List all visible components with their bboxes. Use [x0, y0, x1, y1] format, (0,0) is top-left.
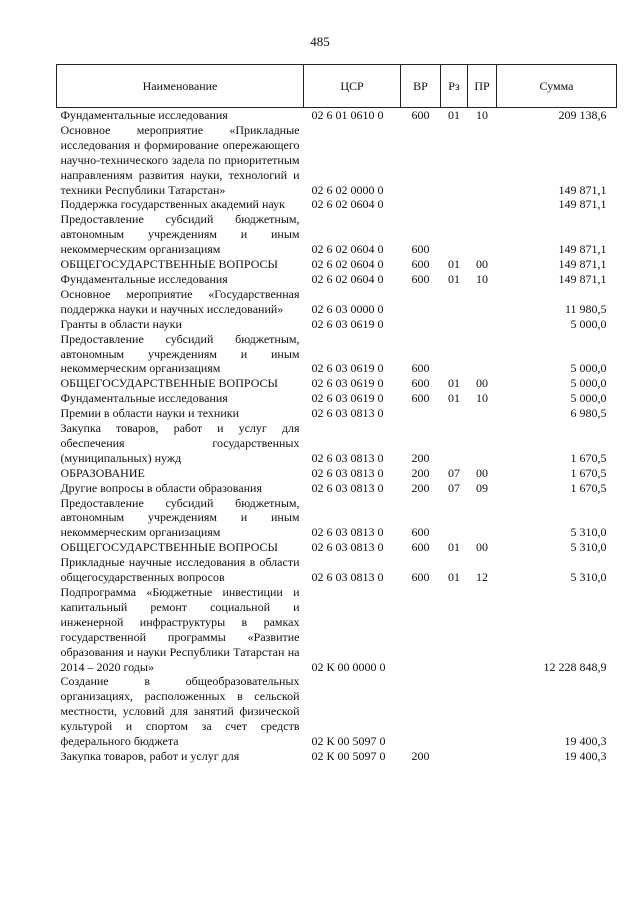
- cell-sum: 5 000,0: [570, 361, 607, 376]
- cell-name: Основное мероприятие «Прикладные исследования и формирование опережающего научно-технического задела по приоритетным направлениям развития науки, технологий и техники Республики Татарстан»: [60, 122, 300, 197]
- cell-vr: [401, 287, 441, 317]
- cell-rz: [441, 496, 468, 541]
- cell-vr: 600: [411, 540, 430, 555]
- table-row: [57, 585, 617, 674]
- cell-vr: [401, 674, 441, 749]
- cell-rz: 07: [448, 465, 460, 480]
- table-row: [57, 674, 617, 749]
- cell-csr: 02 6 03 0619 0: [311, 361, 384, 376]
- column-header-name: Наименование: [57, 65, 304, 108]
- cell-pr: 10: [476, 271, 488, 286]
- cell-rz: [441, 749, 468, 764]
- cell-csr: 02 6 03 0813 0: [311, 570, 384, 585]
- cell-csr: 02 К 00 5097 0: [311, 748, 386, 763]
- table-row: [57, 212, 617, 257]
- budget-table: [56, 64, 617, 764]
- cell-name: Закупка товаров, работ и услуг для обеспечения государственных (муниципальных) нужд: [60, 421, 300, 465]
- cell-sum: 6 980,5: [570, 406, 607, 421]
- cell-name: Гранты в области науки: [60, 316, 182, 331]
- cell-csr: 02 К 00 5097 0: [311, 734, 386, 749]
- cell-rz: 01: [448, 391, 460, 406]
- table-row: [57, 391, 617, 406]
- cell-name: Подпрограмма «Бюджетные инвестиции и капитальный ремонт социальной и инженерной инфраструктуры в рамках государственной программы «Развитие образования и науки Республики Татарстан на 2014 – 2020 годы»: [60, 585, 300, 674]
- cell-csr: 02 6 02 0604 0: [311, 242, 384, 257]
- cell-vr: 600: [411, 271, 430, 286]
- cell-sum: 5 310,0: [570, 570, 607, 585]
- column-header-pr: ПР: [468, 65, 497, 108]
- table-row: [57, 749, 617, 764]
- cell-vr: [401, 317, 441, 332]
- cell-pr: [468, 197, 497, 212]
- table-row: [57, 466, 617, 481]
- cell-vr: 600: [411, 361, 430, 376]
- cell-name: Создание в общеобразовательных организациях, расположенных в сельской местности, условий для занятий физической культурой и спортом за счет средств федерального бюджета: [60, 674, 300, 749]
- cell-rz: [441, 406, 468, 421]
- table-row: [57, 257, 617, 272]
- cell-name: ОБЩЕГОСУДАРСТВЕННЫЕ ВОПРОСЫ: [60, 257, 278, 272]
- cell-pr: 12: [476, 570, 488, 585]
- cell-vr: 600: [411, 376, 430, 391]
- cell-rz: 01: [448, 376, 460, 391]
- cell-csr: 02 6 01 0610 0: [311, 108, 384, 122]
- cell-vr: 200: [411, 450, 430, 465]
- page-number: 485: [310, 34, 330, 49]
- cell-vr: 600: [411, 570, 430, 585]
- cell-name: Предоставление субсидий бюджетным, автономным учреждениям и иным некоммерческим организациям: [60, 212, 300, 257]
- cell-vr: 200: [411, 480, 430, 495]
- cell-name: Другие вопросы в области образования: [60, 480, 262, 495]
- cell-rz: 01: [448, 570, 460, 585]
- cell-vr: [401, 123, 441, 198]
- table-row: [57, 481, 617, 496]
- cell-rz: [441, 212, 468, 257]
- cell-vr: 200: [411, 465, 430, 480]
- cell-name: Фундаментальные исследования: [60, 271, 228, 286]
- cell-csr: 02 6 03 0619 0: [311, 391, 384, 406]
- cell-sum: 149 871,1: [558, 271, 607, 286]
- column-header-sum: Сумма: [497, 65, 617, 108]
- cell-name: Предоставление субсидий бюджетным, автономным учреждениям и иным некоммерческим организациям: [60, 495, 300, 540]
- cell-pr: [468, 749, 497, 764]
- cell-vr: [401, 197, 441, 212]
- cell-sum: 12 228 848,9: [543, 659, 607, 674]
- cell-rz: 01: [448, 108, 460, 122]
- cell-pr: [468, 123, 497, 198]
- cell-vr: 600: [411, 242, 430, 257]
- cell-pr: [468, 421, 497, 466]
- table-body: [57, 108, 617, 764]
- cell-name: Основное мероприятие «Государственная поддержка науки и научных исследований»: [60, 286, 300, 316]
- cell-csr: 02 6 03 0619 0: [311, 316, 384, 331]
- table-row: [57, 555, 617, 585]
- column-header-vr: ВР: [401, 65, 441, 108]
- cell-sum: 1 670,5: [570, 480, 607, 495]
- cell-sum: 5 000,0: [570, 391, 607, 406]
- cell-vr: 600: [411, 108, 430, 122]
- cell-pr: 10: [476, 391, 488, 406]
- cell-name: Закупка товаров, работ и услуг для: [60, 748, 240, 763]
- cell-rz: 01: [448, 271, 460, 286]
- cell-csr: 02 6 02 0604 0: [311, 271, 384, 286]
- table-row: [57, 123, 617, 198]
- table-header-row: [57, 65, 617, 108]
- column-header-rz: Рз: [441, 65, 468, 108]
- cell-vr: 600: [411, 391, 430, 406]
- cell-sum: 149 871,1: [558, 242, 607, 257]
- table-row: [57, 317, 617, 332]
- cell-name: ОБЩЕГОСУДАРСТВЕННЫЕ ВОПРОСЫ: [60, 540, 278, 555]
- cell-pr: 00: [476, 376, 488, 391]
- cell-sum: 5 000,0: [570, 376, 607, 391]
- cell-pr: [468, 317, 497, 332]
- cell-csr: 02 6 02 0000 0: [311, 182, 384, 197]
- cell-sum: 19 400,3: [564, 748, 607, 763]
- cell-pr: 00: [476, 465, 488, 480]
- cell-vr: [401, 406, 441, 421]
- cell-name: Поддержка государственных академий наук: [60, 197, 285, 212]
- cell-sum: 5 310,0: [570, 525, 607, 540]
- cell-name: Прикладные научные исследования в области общегосударственных вопросов: [60, 555, 300, 585]
- cell-vr: 600: [411, 257, 430, 272]
- cell-rz: [441, 287, 468, 317]
- cell-rz: [441, 421, 468, 466]
- cell-sum: 209 138,6: [558, 108, 607, 122]
- cell-sum: 1 670,5: [570, 450, 607, 465]
- cell-csr: 02 6 03 0813 0: [311, 480, 384, 495]
- cell-rz: 07: [448, 480, 460, 495]
- cell-name: Фундаментальные исследования: [60, 391, 228, 406]
- cell-rz: [441, 332, 468, 377]
- cell-pr: [468, 332, 497, 377]
- cell-rz: [441, 317, 468, 332]
- cell-name: ОБРАЗОВАНИЕ: [60, 465, 145, 480]
- cell-rz: [441, 674, 468, 749]
- cell-pr: 00: [476, 257, 488, 272]
- cell-name: Премии в области науки и техники: [60, 406, 240, 421]
- cell-csr: 02 6 03 0813 0: [311, 450, 384, 465]
- cell-sum: 1 670,5: [570, 465, 607, 480]
- table-row: [57, 108, 617, 123]
- table-row: [57, 197, 617, 212]
- cell-pr: [468, 287, 497, 317]
- cell-rz: [441, 585, 468, 674]
- table-row: [57, 272, 617, 287]
- cell-pr: 00: [476, 540, 488, 555]
- cell-pr: [468, 406, 497, 421]
- cell-csr: 02 6 03 0813 0: [311, 406, 384, 421]
- cell-sum: 11 980,5: [564, 301, 607, 316]
- cell-csr: 02 6 03 0813 0: [311, 465, 384, 480]
- table-row: [57, 421, 617, 466]
- cell-sum: 5 000,0: [570, 316, 607, 331]
- cell-sum: 149 871,1: [558, 182, 607, 197]
- cell-pr: 09: [476, 480, 488, 495]
- cell-csr: 02 К 00 0000 0: [311, 659, 386, 674]
- table-row: [57, 540, 617, 555]
- cell-rz: [441, 123, 468, 198]
- table-row: [57, 287, 617, 317]
- cell-vr: 200: [411, 748, 430, 763]
- cell-csr: 02 6 03 0813 0: [311, 540, 384, 555]
- cell-rz: 01: [448, 257, 460, 272]
- cell-vr: [401, 585, 441, 674]
- table-row: [57, 332, 617, 377]
- cell-pr: [468, 674, 497, 749]
- table-row: [57, 376, 617, 391]
- cell-csr: 02 6 03 0619 0: [311, 376, 384, 391]
- table-row: [57, 406, 617, 421]
- cell-rz: 01: [448, 540, 460, 555]
- cell-pr: [468, 585, 497, 674]
- cell-name: ОБЩЕГОСУДАРСТВЕННЫЕ ВОПРОСЫ: [60, 376, 278, 391]
- column-header-csr: ЦСР: [304, 65, 401, 108]
- table-row: [57, 496, 617, 541]
- cell-pr: [468, 496, 497, 541]
- cell-sum: 19 400,3: [564, 734, 607, 749]
- cell-pr: 10: [476, 108, 488, 122]
- cell-csr: 02 6 03 0813 0: [311, 525, 384, 540]
- cell-name: Фундаментальные исследования: [60, 108, 228, 122]
- cell-csr: 02 6 02 0604 0: [311, 197, 384, 212]
- cell-csr: 02 6 03 0000 0: [311, 301, 384, 316]
- cell-csr: 02 6 02 0604 0: [311, 257, 384, 272]
- cell-sum: 149 871,1: [558, 257, 607, 272]
- cell-pr: [468, 212, 497, 257]
- cell-vr: 600: [411, 525, 430, 540]
- cell-rz: [441, 197, 468, 212]
- cell-name: Предоставление субсидий бюджетным, автономным учреждениям и иным некоммерческим организациям: [60, 331, 300, 376]
- cell-sum: 149 871,1: [558, 197, 607, 212]
- cell-sum: 5 310,0: [570, 540, 607, 555]
